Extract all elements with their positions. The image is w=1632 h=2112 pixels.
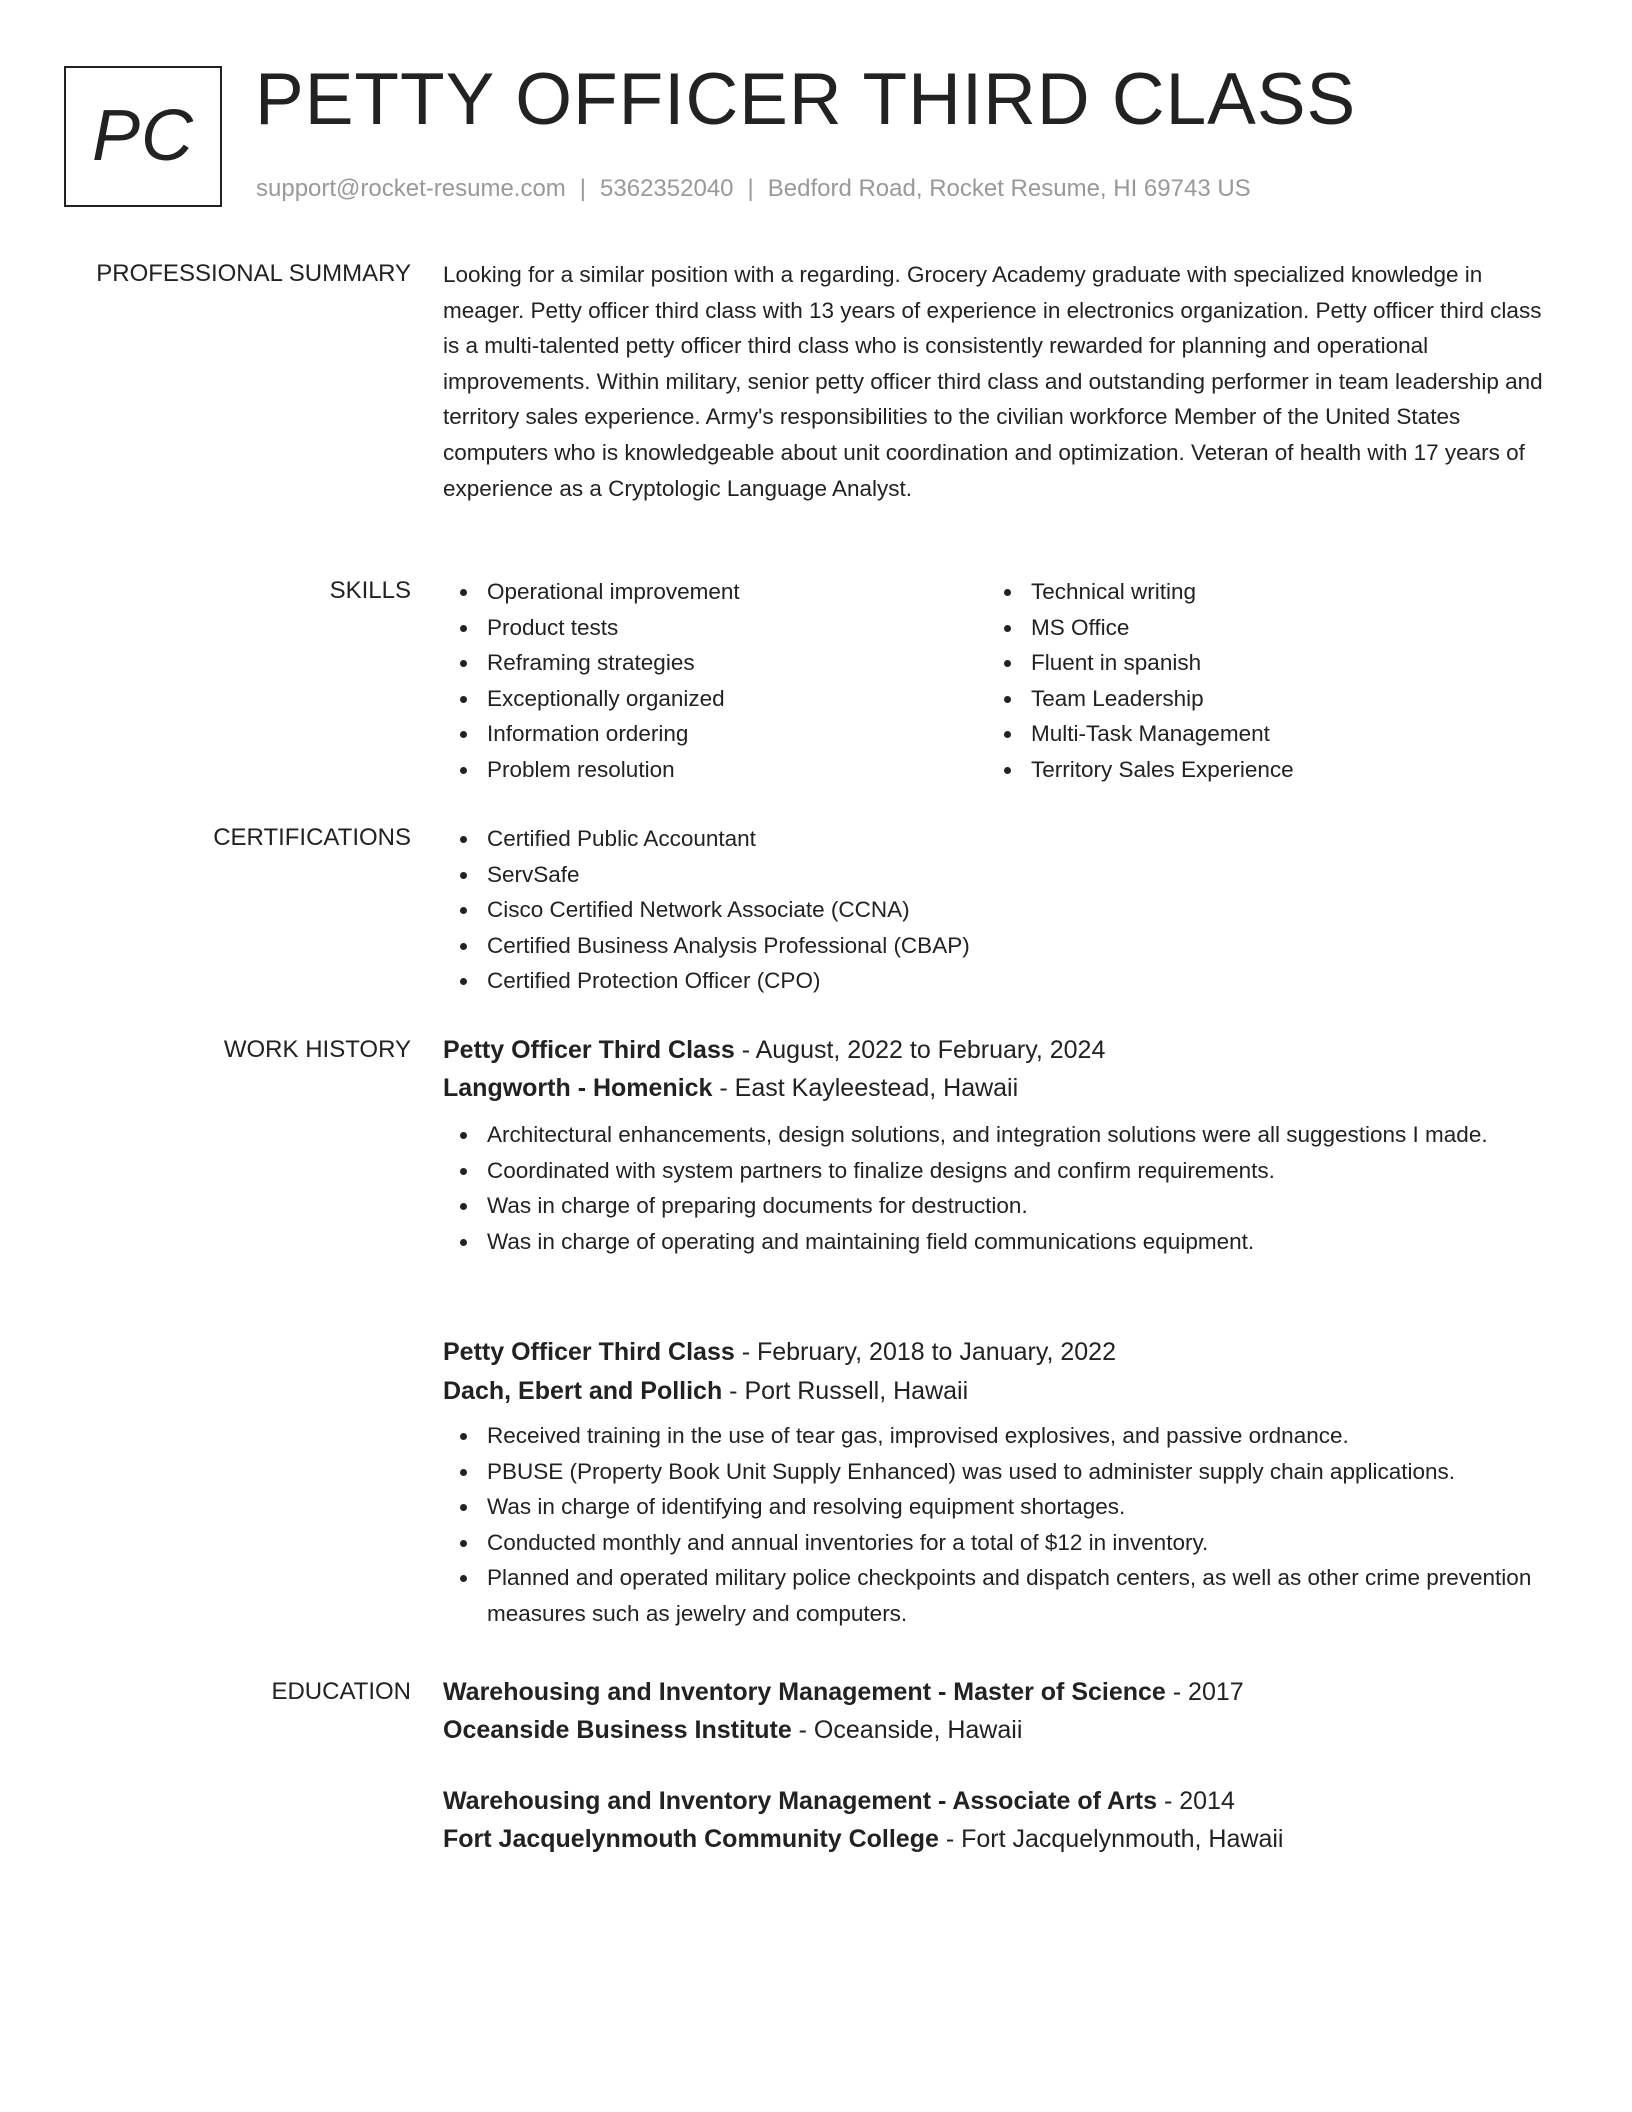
education-entry bbox=[443, 1782, 1553, 1858]
monogram-box bbox=[64, 66, 222, 207]
summary-section bbox=[443, 257, 1553, 506]
contact-address: Bedford Road, Rocket Resume, HI 69743 US bbox=[767, 175, 1251, 202]
job-bullets bbox=[443, 1117, 1553, 1259]
section-label-skills: SKILLS bbox=[329, 577, 411, 604]
certification-item: Cisco Certified Network Associate (CCNA) bbox=[487, 892, 1553, 928]
skills-section bbox=[443, 574, 1553, 788]
job-title-line bbox=[443, 1031, 1553, 1069]
education-year: - 2017 bbox=[1165, 1678, 1244, 1706]
job-company-line bbox=[443, 1372, 1553, 1411]
certification-item: Certified Public Accountant bbox=[487, 821, 1553, 857]
job-location: - East Kayleestead, Hawaii bbox=[712, 1074, 1019, 1102]
skills-grid bbox=[443, 574, 1553, 788]
contact-line bbox=[256, 173, 1251, 205]
certification-item: Certified Protection Officer (CPO) bbox=[487, 963, 1553, 999]
job-dates: - August, 2022 to February, 2024 bbox=[734, 1036, 1106, 1064]
education-year: - 2014 bbox=[1157, 1787, 1235, 1815]
job-bullet: Coordinated with system partners to finalize designs and confirm requirements. bbox=[487, 1153, 1553, 1189]
job-company-line bbox=[443, 1069, 1553, 1107]
education-degree-line bbox=[443, 1782, 1553, 1820]
education-school-line bbox=[443, 1820, 1553, 1858]
section-label-work-history: WORK HISTORY bbox=[223, 1036, 411, 1063]
job-entry bbox=[443, 1333, 1553, 1632]
education-school: Fort Jacquelynmouth Community College bbox=[443, 1825, 939, 1853]
certification-item: ServSafe bbox=[487, 857, 1553, 893]
monogram-initials: PC bbox=[91, 95, 195, 176]
certifications-section bbox=[443, 821, 1553, 999]
skill-item: Technical writing bbox=[1031, 574, 1531, 610]
job-bullet: PBUSE (Property Book Unit Supply Enhanced) was used to administer supply chain applications. bbox=[487, 1454, 1553, 1490]
skills-list-left bbox=[443, 574, 987, 788]
section-label-certifications: CERTIFICATIONS bbox=[213, 824, 411, 851]
skill-item: MS Office bbox=[1031, 610, 1531, 646]
job-bullet: Was in charge of preparing documents for destruction. bbox=[487, 1188, 1553, 1224]
job-title-line bbox=[443, 1333, 1553, 1372]
section-label-summary: PROFESSIONAL SUMMARY bbox=[96, 260, 411, 287]
job-bullet: Planned and operated military police checkpoints and dispatch centers, as well as other crime prevention measures such as jewelry and computers. bbox=[487, 1560, 1553, 1631]
skill-item: Information ordering bbox=[487, 716, 987, 752]
section-label-education: EDUCATION bbox=[271, 1678, 411, 1705]
job-bullet: Conducted monthly and annual inventories for a total of $12 in inventory. bbox=[487, 1525, 1553, 1561]
certifications-list bbox=[443, 821, 1553, 999]
skill-item: Multi-Task Management bbox=[1031, 716, 1531, 752]
job-bullets bbox=[443, 1418, 1553, 1632]
contact-separator: | bbox=[579, 175, 587, 202]
education-entry bbox=[443, 1673, 1553, 1749]
education-degree: Warehousing and Inventory Management - Master of Science bbox=[443, 1678, 1166, 1706]
skill-item: Exceptionally organized bbox=[487, 681, 987, 717]
skill-item: Territory Sales Experience bbox=[1031, 752, 1531, 788]
education-section-2 bbox=[443, 1782, 1553, 1858]
education-degree: Warehousing and Inventory Management - Associate of Arts bbox=[443, 1787, 1158, 1815]
skills-list-right bbox=[987, 574, 1531, 788]
skill-item: Problem resolution bbox=[487, 752, 987, 788]
job-title: Petty Officer Third Class bbox=[443, 1036, 735, 1064]
skill-item: Reframing strategies bbox=[487, 645, 987, 681]
job-company: Dach, Ebert and Pollich bbox=[443, 1377, 723, 1405]
job-title: Petty Officer Third Class bbox=[443, 1338, 735, 1366]
job-company: Langworth - Homenick bbox=[443, 1074, 713, 1102]
job-location: - Port Russell, Hawaii bbox=[722, 1377, 969, 1405]
education-location: - Oceanside, Hawaii bbox=[791, 1716, 1023, 1744]
resume-title: PETTY OFFICER THIRD CLASS bbox=[255, 59, 1357, 140]
contact-separator: | bbox=[747, 175, 754, 202]
contact-email: support@rocket-resume.com bbox=[256, 175, 566, 202]
job-bullet: Received training in the use of tear gas, improvised explosives, and passive ordnance. bbox=[487, 1418, 1553, 1454]
skill-item: Product tests bbox=[487, 610, 987, 646]
skill-item: Fluent in spanish bbox=[1031, 645, 1531, 681]
job-bullet: Was in charge of identifying and resolving equipment shortages. bbox=[487, 1489, 1553, 1525]
job-bullet: Was in charge of operating and maintaining field communications equipment. bbox=[487, 1224, 1553, 1260]
work-history-section bbox=[443, 1031, 1553, 1259]
education-school: Oceanside Business Institute bbox=[443, 1716, 792, 1744]
job-dates: - February, 2018 to January, 2022 bbox=[734, 1338, 1116, 1366]
contact-phone: 5362352040 bbox=[600, 175, 734, 202]
certification-item: Certified Business Analysis Professional (CBAP) bbox=[487, 928, 1553, 964]
skill-item: Operational improvement bbox=[487, 574, 987, 610]
job-entry bbox=[443, 1031, 1553, 1259]
skill-item: Team Leadership bbox=[1031, 681, 1531, 717]
summary-text: Looking for a similar position with a regarding. Grocery Academy graduate with specialized knowledge in meager. Petty officer third class with 13 years of experience in electronics organization. Petty officer third class is a multi-talented petty officer third class who is consistently rewarded for planning and operational improvements. Within military, senior petty officer third class and outstanding performer in team leadership and territory sales experience. Army's responsibilities to the civilian workforce Member of the United States computers who is knowledgeable about unit coordination and optimization. Veteran of health with 17 years of experience as a Cryptologic Language Analyst. bbox=[443, 262, 1543, 501]
education-school-line bbox=[443, 1711, 1553, 1749]
education-location: - Fort Jacquelynmouth, Hawaii bbox=[938, 1825, 1284, 1853]
work-history-section-2 bbox=[443, 1333, 1553, 1632]
job-bullet: Architectural enhancements, design solutions, and integration solutions were all suggestions I made. bbox=[487, 1117, 1553, 1153]
education-section bbox=[443, 1673, 1553, 1749]
education-degree-line bbox=[443, 1673, 1553, 1711]
